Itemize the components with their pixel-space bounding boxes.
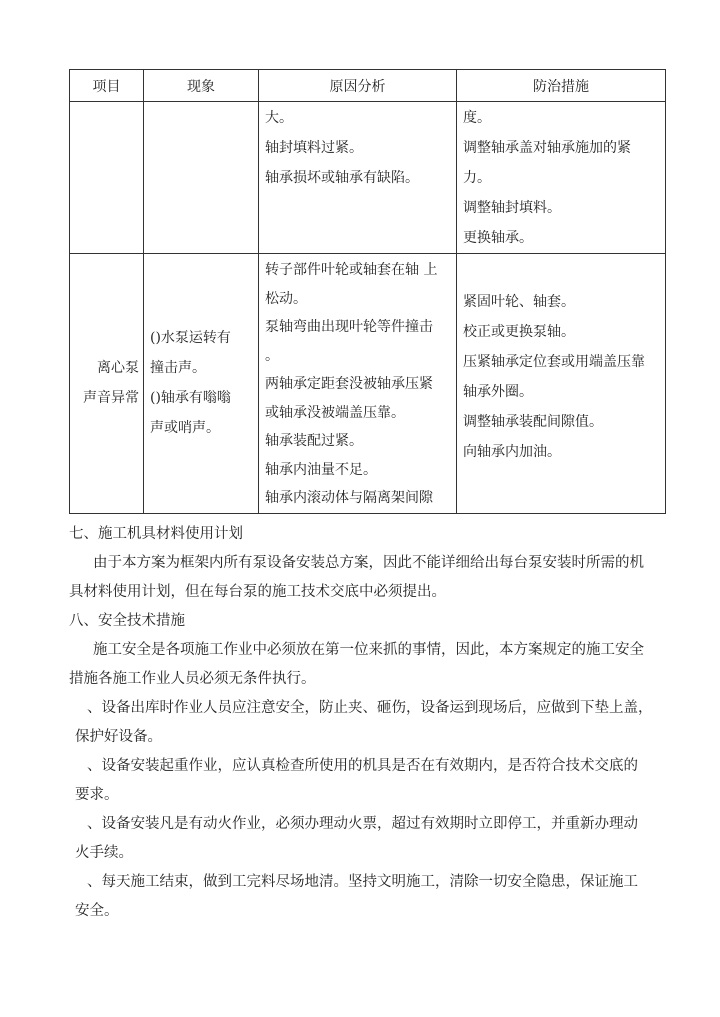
cell-cause (259, 102, 457, 254)
measure-line: 校正或更换泵轴。 (463, 324, 575, 340)
bullet-line: 安全。 (75, 903, 119, 919)
bullet-line: 、每天施工结束，做到工完料尽场地清。坚持文明施工，清除一切安全隐患，保证施工 (87, 874, 638, 890)
table-row (70, 254, 666, 514)
cause-line: 轴承损坏或轴承有缺陷。 (265, 170, 419, 186)
table-header-row (70, 70, 666, 102)
bullet-line: 火手续。 (75, 845, 133, 861)
measure-line: 向轴承内加油。 (463, 444, 561, 460)
cause-line: 轴承装配过紧。 (265, 433, 363, 449)
cell-item (70, 102, 144, 254)
cause-line: 转子部件叶轮或轴套在轴 上 (265, 262, 438, 278)
cause-line: 轴承内油量不足。 (265, 461, 377, 478)
bullet-line: 保护好设备。 (75, 729, 162, 745)
section-8-heading: 八、安全技术措施 (69, 613, 185, 629)
item-line: 离心泵 (97, 360, 139, 377)
measure-line: 调整轴承装配间隙值。 (463, 414, 603, 430)
bullet-line: 要求。 (75, 787, 119, 803)
cause-line: 两轴承定距套没被轴承压紧 (265, 376, 433, 392)
cell-measure (457, 102, 666, 254)
header-measure: 防治措施 (457, 70, 666, 102)
measure-line: 轴承外圈。 (463, 384, 533, 400)
measure-line: 度。 (463, 110, 491, 126)
section-7-heading: 七、施工机具材料使用计划 (69, 526, 243, 542)
cell-item (70, 254, 144, 514)
measure-line: 调整轴承盖对轴承施加的紧 (463, 140, 631, 156)
phenomenon-line: 撞击声。 (150, 360, 206, 377)
paragraph-line: 由于本方案为框架内所有泵设备安装总方案，因此不能详细给出每台泵安装时所需的机 (93, 555, 644, 571)
cell-phenomenon (144, 102, 259, 254)
phenomenon-line: ()轴承有嗡嗡 (150, 390, 231, 407)
cause-line: 松动。 (265, 290, 307, 307)
cause-line: 。 (265, 347, 279, 364)
paragraph-line: 措施各施工作业人员必须无条件执行。 (69, 671, 316, 687)
document-body (69, 520, 669, 926)
measure-line: 力。 (463, 170, 491, 186)
bullet-line: 、设备出库时作业人员应注意安全，防止夹、砸伤，设备运到现场后，应做到下垫上盖， (87, 700, 653, 716)
cell-phenomenon (144, 254, 259, 514)
measure-line: 更换轴承。 (463, 230, 533, 246)
cause-line: 轴承内滚动体与隔离架间隙 (265, 490, 433, 506)
header-item: 项目 (70, 70, 144, 102)
header-phenomenon: 现象 (144, 70, 259, 102)
paragraph-line: 具材料使用计划，但在每台泵的施工技术交底中必须提出。 (69, 584, 446, 600)
cause-line: 泵轴弯曲出现叶轮等件撞击 (265, 319, 433, 335)
pump-fault-table (69, 69, 666, 514)
cause-line: 大。 (265, 110, 293, 126)
item-line: 声音异常 (83, 390, 139, 407)
measure-line: 压紧轴承定位套或用端盖压靠 (463, 354, 645, 370)
measure-line: 紧固叶轮、轴套。 (463, 294, 575, 310)
table-row (70, 102, 666, 254)
phenomenon-line: 声或哨声。 (150, 420, 220, 437)
paragraph-line: 施工安全是各项施工作业中必须放在第一位来抓的事情，因此，本方案规定的施工安全 (93, 642, 644, 658)
cause-line: 轴封填料过紧。 (265, 140, 363, 156)
bullet-line: 、设备安装凡是有动火作业，必须办理动火票，超过有效期时立即停工，并重新办理动 (87, 816, 638, 832)
header-cause: 原因分析 (259, 70, 457, 102)
cell-measure (457, 254, 666, 514)
bullet-line: 、设备安装起重作业，应认真检查所使用的机具是否在有效期内，是否符合技术交底的 (87, 758, 638, 774)
cell-cause (259, 254, 457, 514)
cause-line: 或轴承没被端盖压靠。 (265, 404, 405, 421)
measure-line: 调整轴封填料。 (463, 200, 561, 216)
phenomenon-line: ()水泵运转有 (150, 330, 231, 347)
